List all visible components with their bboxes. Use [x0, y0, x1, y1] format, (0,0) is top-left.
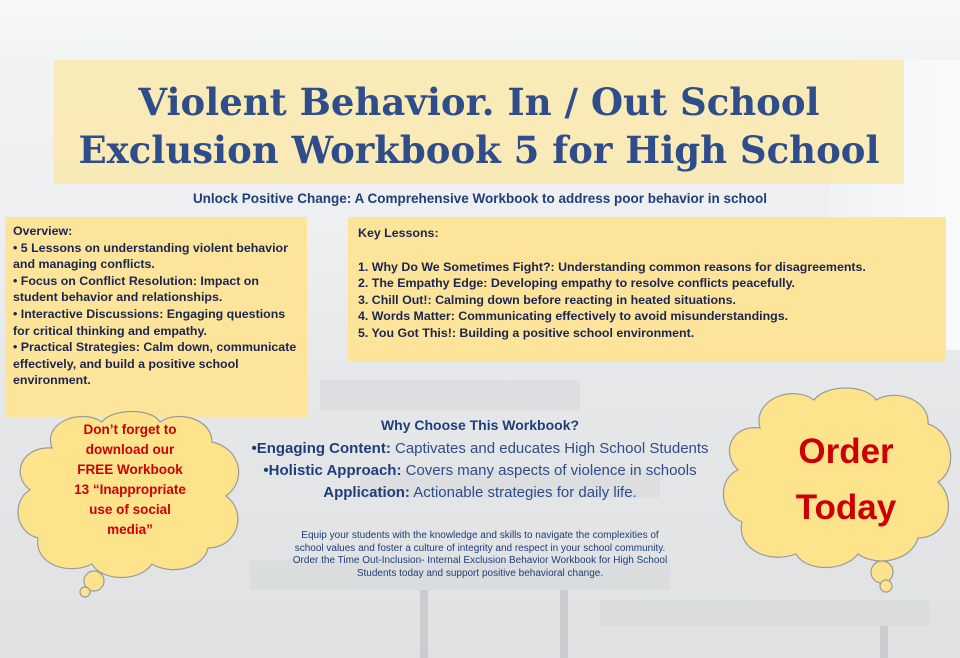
promo-line: Order the Time Out-Inclusion- Internal Exclusion Behavior Workbook for High School	[292, 555, 668, 566]
overview-item: • Practical Strategies: Calm down, communicate effectively, and build a positive school environment.	[13, 340, 297, 388]
overview-heading: Overview:	[13, 224, 73, 238]
overview-item: • Interactive Discussions: Engaging questions for critical thinking and empathy.	[13, 306, 286, 338]
title-line-1: Violent Behavior. In / Out School	[138, 80, 820, 124]
promo-line: Equip your students with the knowledge and skills to navigate the complexities of	[301, 530, 659, 541]
why-text: Captivates and educates High School Students	[390, 440, 709, 457]
overview-item: • 5 Lessons on understanding violent behavior and managing conflicts.	[13, 240, 288, 272]
callout-line: 13 “Inappropriate	[74, 482, 186, 497]
callout-line: Don’t forget to	[83, 422, 177, 437]
why-text: Covers many aspects of violence in schools	[401, 462, 697, 479]
promo-line: Students today and support positive behavioral change.	[356, 567, 604, 579]
key-lesson-item: 3. Chill Out!: Calming down before reacting in heated situations.	[358, 292, 736, 307]
why-heading: Why Choose This Workbook?	[380, 417, 580, 433]
callout-line: media”	[107, 522, 153, 537]
key-lesson-item: 1. Why Do We Sometimes Fight?: Understanding common reasons for disagreements.	[358, 259, 866, 274]
title-line-2: Exclusion Workbook 5 for High School	[78, 128, 880, 172]
callout-line: FREE Workbook	[77, 462, 183, 477]
why-text: Actionable strategies for daily life.	[409, 484, 637, 501]
subtitle: Unlock Positive Change: A Comprehensive Workbook to address poor behavior in school	[192, 191, 768, 206]
callout-line: use of social	[89, 502, 171, 517]
free-workbook-callout[interactable]	[12, 408, 252, 600]
today-line: Today	[795, 488, 897, 527]
why-label: •Holistic Approach:	[263, 462, 402, 479]
key-lessons-box	[348, 217, 946, 362]
key-lesson-item: 4. Words Matter: Communicating effectively to avoid misunderstandings.	[358, 309, 789, 324]
overview-box	[5, 217, 307, 417]
callout-text	[50, 420, 210, 540]
order-today-callout[interactable]	[716, 382, 960, 594]
key-lesson-item: 5. You Got This!: Building a positive school environment.	[358, 325, 695, 340]
order-line: Order	[798, 432, 894, 471]
callout-line: download our	[85, 442, 175, 457]
page-title	[54, 78, 904, 174]
order-today-text	[756, 424, 936, 536]
why-label: Application:	[323, 484, 410, 501]
why-label: •Engaging Content:	[251, 440, 391, 457]
promo-line: school values and foster a culture of integrity and respect in your school community.	[294, 542, 666, 554]
overview-item: • Focus on Conflict Resolution: Impact on student behavior and relationships.	[13, 273, 259, 305]
key-lessons-heading: Key Lessons:	[358, 226, 439, 240]
key-lesson-item: 2. The Empathy Edge: Developing empathy to resolve conflicts peacefully.	[358, 276, 795, 291]
